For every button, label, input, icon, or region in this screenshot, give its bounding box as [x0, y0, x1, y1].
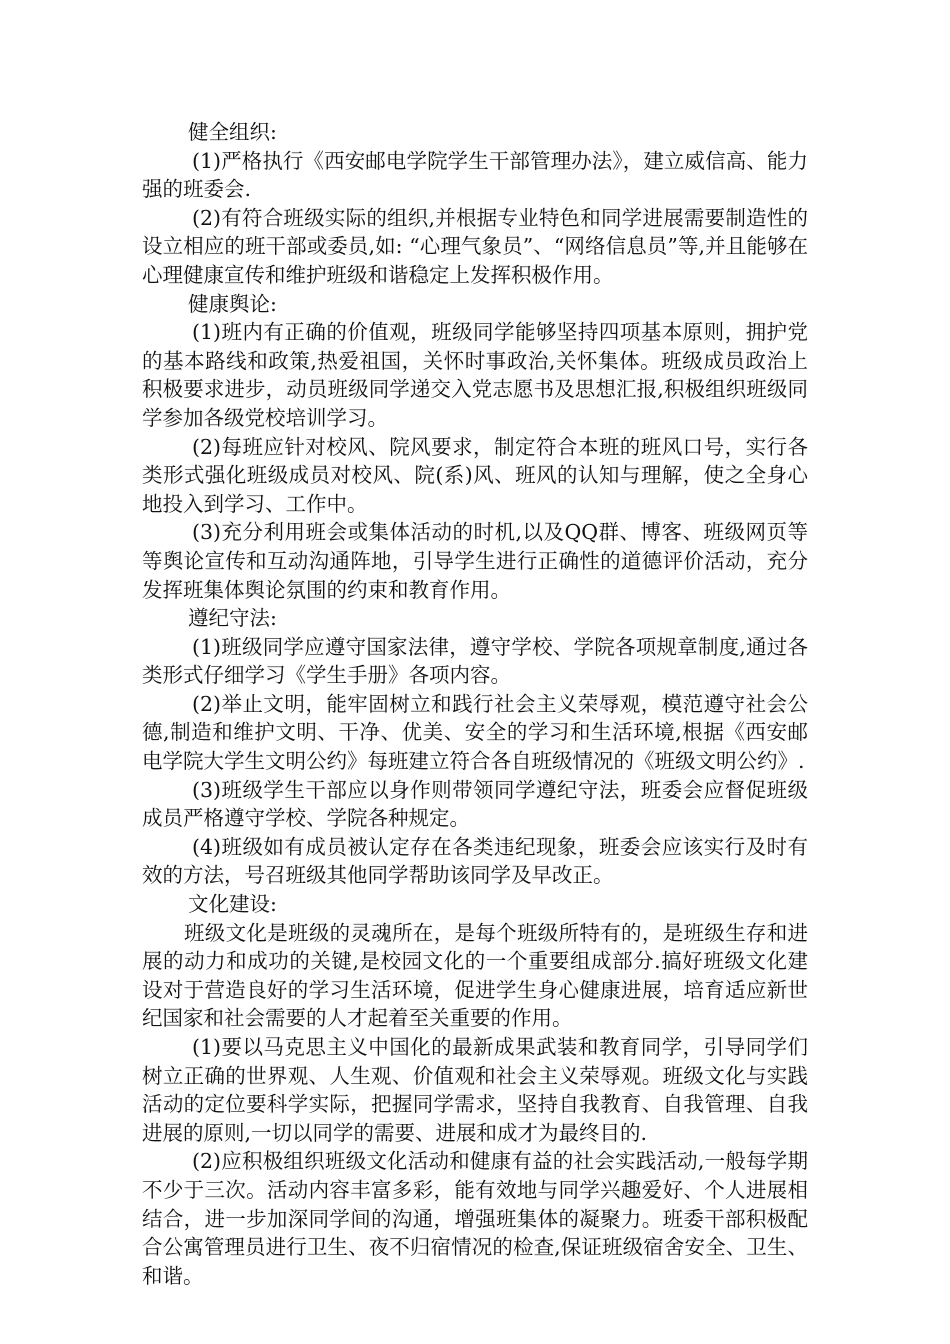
section-heading-opinion: 健康舆论: — [188, 291, 277, 316]
paragraph-item: (2)举止文明，能牢固树立和践行社会主义荣辱观，模范遵守社会公德,制造和维护文明、干净、优美、安全的学习和生活环境,根据《西安邮电学院大学生文明公约》每班建立符合各自班级情况的《班级文明公约》. — [142, 691, 808, 774]
paragraph-item: (1)要以马克思主义中国化的最新成果武装和教育同学，引导同学们树立正确的世界观、人生观、价值观和社会主义荣辱观。班级文化与实践活动的定位要科学实际，把握同学需求，坚持自我教育、自我管理、自我进展的原则,一切以同学的需要、进展和成才为最终目的. — [142, 1035, 808, 1145]
document-page — [142, 118, 808, 1290]
section-heading-organization: 健全组织: — [188, 120, 277, 144]
paragraph-item: (1)班内有正确的价值观，班级同学能够坚持四项基本原则，拥护党的基本路线和政策,热爱祖国，关怀时事政治,关怀集体。班级成员政治上积极要求进步，动员班级同学递交入党志愿书及思想汇报,积极组织班级同学参加各级党校培训学习。 — [142, 320, 808, 430]
paragraph-item: (2)应积极组织班级文化活动和健康有益的社会实践活动,一般每学期不少于三次。活动内容丰富多彩，能有效地与同学兴趣爱好、个人进展相结合，进一步加深同学间的沟通，增强班集体的凝聚力。班委干部积极配合公寓管理员进行卫生、夜不归宿情况的检查,保证班级宿舍安全、卫生、和谐。 — [142, 1149, 808, 1288]
paragraph-item: (1)严格执行《西安邮电学院学生干部管理办法》，建立威信高、能力强的班委会. — [142, 148, 808, 202]
paragraph-item: (3)充分利用班会或集体活动的时机,以及QQ群、博客、班级网页等等舆论宣传和互动沟通阵地，引导学生进行正确性的道德评价活动，充分发挥班集体舆论氛围的约束和教育作用。 — [142, 520, 808, 602]
paragraph-item: (3)班级学生干部应以身作则带领同学遵纪守法，班委会应督促班级成员严格遵守学校、学院各种规定。 — [142, 777, 808, 831]
paragraph-item: (2)有符合班级实际的组织,并根据专业特色和同学进展需要制造性的设立相应的班干部或委员,如: “心理气象员”、“网络信息员”等,并且能够在心理健康宣传和维护班级和谐稳定上发挥积极作用。 — [142, 205, 808, 287]
section-heading-discipline: 遵纪守法: — [188, 606, 277, 631]
paragraph-item: (4)班级如有成员被认定存在各类违纪现象，班委会应该实行及时有效的方法，号召班级其他同学帮助该同学及早改正。 — [142, 834, 808, 888]
paragraph-item: (1)班级同学应遵守国家法律，遵守学校、学院各项规章制度,通过各类形式仔细学习《学生手册》各项内容。 — [142, 634, 808, 688]
paragraph-item: (2)每班应针对校风、院风要求，制定符合本班的班风口号，实行各类形式强化班级成员对校风、院(系)风、班风的认知与理解，使之全身心地投入到学习、工作中。 — [142, 434, 808, 516]
paragraph-body: 班级文化是班级的灵魂所在，是每个班级所特有的，是班级生存和进展的动力和成功的关键,是校园文化的一个重要组成部分.搞好班级文化建设对于营造良好的学习生活环境，促进学生身心健康进展，培育适应新世纪国家和社会需要的人才起着至关重要的作用。 — [142, 920, 808, 1031]
section-heading-culture: 文化建设: — [188, 892, 277, 917]
